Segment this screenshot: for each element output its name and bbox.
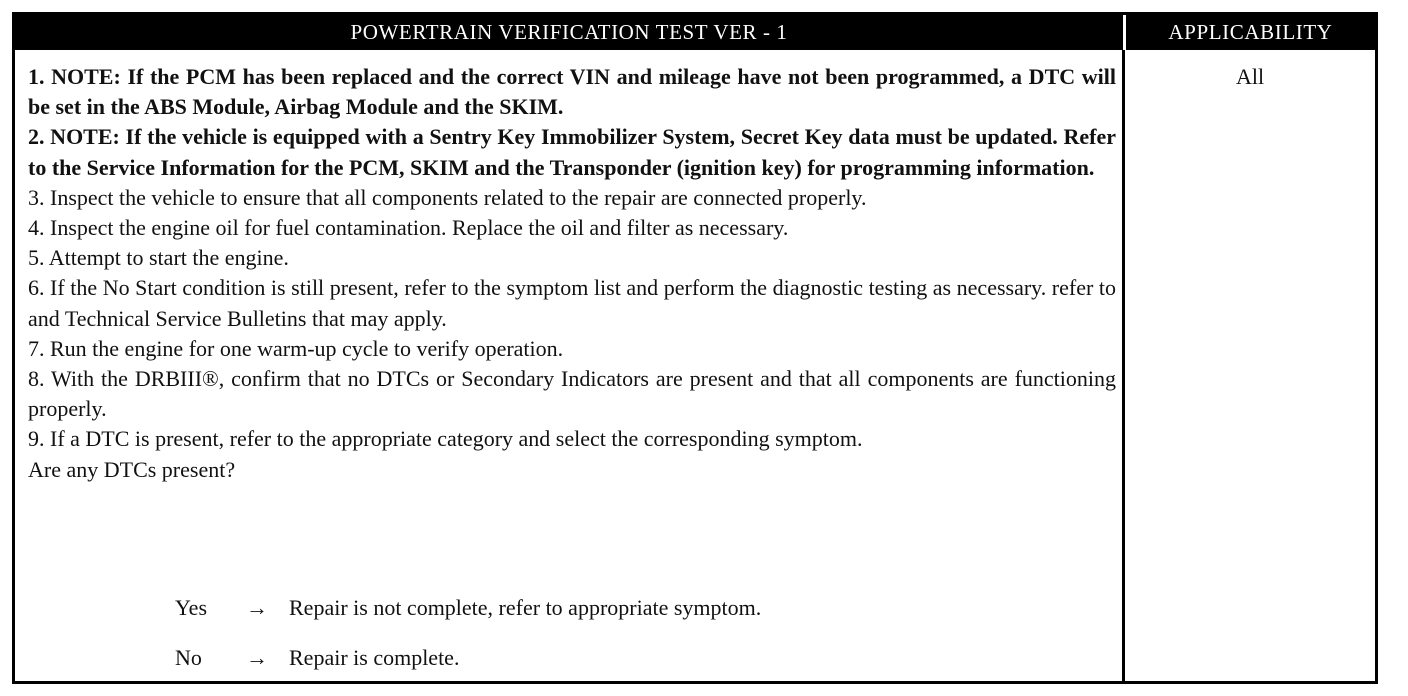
procedure-steps bbox=[28, 62, 1116, 485]
step-8: 8. With the DRBIII®, confirm that no DTCs or Secondary Indicators are present and that all components are functioning properly. bbox=[28, 366, 1116, 422]
step-6: 6. If the No Start condition is still present, refer to the symptom list and perform the diagnostic testing as necessary. refer to and Technical Service Bulletins that may apply. bbox=[28, 275, 1116, 331]
answer-yes-label: Yes bbox=[175, 595, 208, 620]
step-9: 9. If a DTC is present, refer to the appropriate category and select the corresponding symptom. bbox=[28, 426, 863, 452]
answer-yes bbox=[175, 593, 761, 623]
answer-no-label: No bbox=[175, 645, 202, 670]
column-divider bbox=[1122, 50, 1125, 681]
question: Are any DTCs present? bbox=[28, 456, 236, 482]
verification-test-table bbox=[12, 12, 1378, 684]
step-2: 2. NOTE: If the vehicle is equipped with a Sentry Key Immobilizer System, Secret Key data must be updated. Refer to the Service Information for the PCM, SKIM and the Transponder (ignition key) for programming information. bbox=[28, 124, 1116, 180]
applicability-value: All bbox=[1235, 64, 1265, 89]
table-header bbox=[15, 15, 1375, 50]
step-5: 5. Attempt to start the engine. bbox=[28, 245, 289, 271]
step-7: 7. Run the engine for one warm-up cycle to verify operation. bbox=[28, 335, 564, 361]
step-4: 4. Inspect the engine oil for fuel contamination. Replace the oil and filter as necessary. bbox=[28, 215, 789, 241]
arrow-right-icon: → bbox=[246, 645, 268, 670]
applicability-heading: APPLICABILITY bbox=[1168, 20, 1333, 44]
answer-no-text: Repair is complete. bbox=[289, 645, 460, 670]
applicability-column bbox=[1125, 62, 1375, 92]
step-3: 3. Inspect the vehicle to ensure that all components related to the repair are connected properly. bbox=[28, 184, 867, 210]
answer-no bbox=[175, 643, 459, 673]
arrow-right-icon: → bbox=[246, 595, 268, 620]
answer-yes-text: Repair is not complete, refer to appropriate symptom. bbox=[289, 595, 762, 620]
test-title: POWERTRAIN VERIFICATION TEST VER - 1 bbox=[350, 20, 788, 44]
step-1: 1. NOTE: If the PCM has been replaced and the correct VIN and mileage have not been programmed, a DTC will be set in the ABS Module, Airbag Module and the SKIM. bbox=[28, 64, 1116, 120]
